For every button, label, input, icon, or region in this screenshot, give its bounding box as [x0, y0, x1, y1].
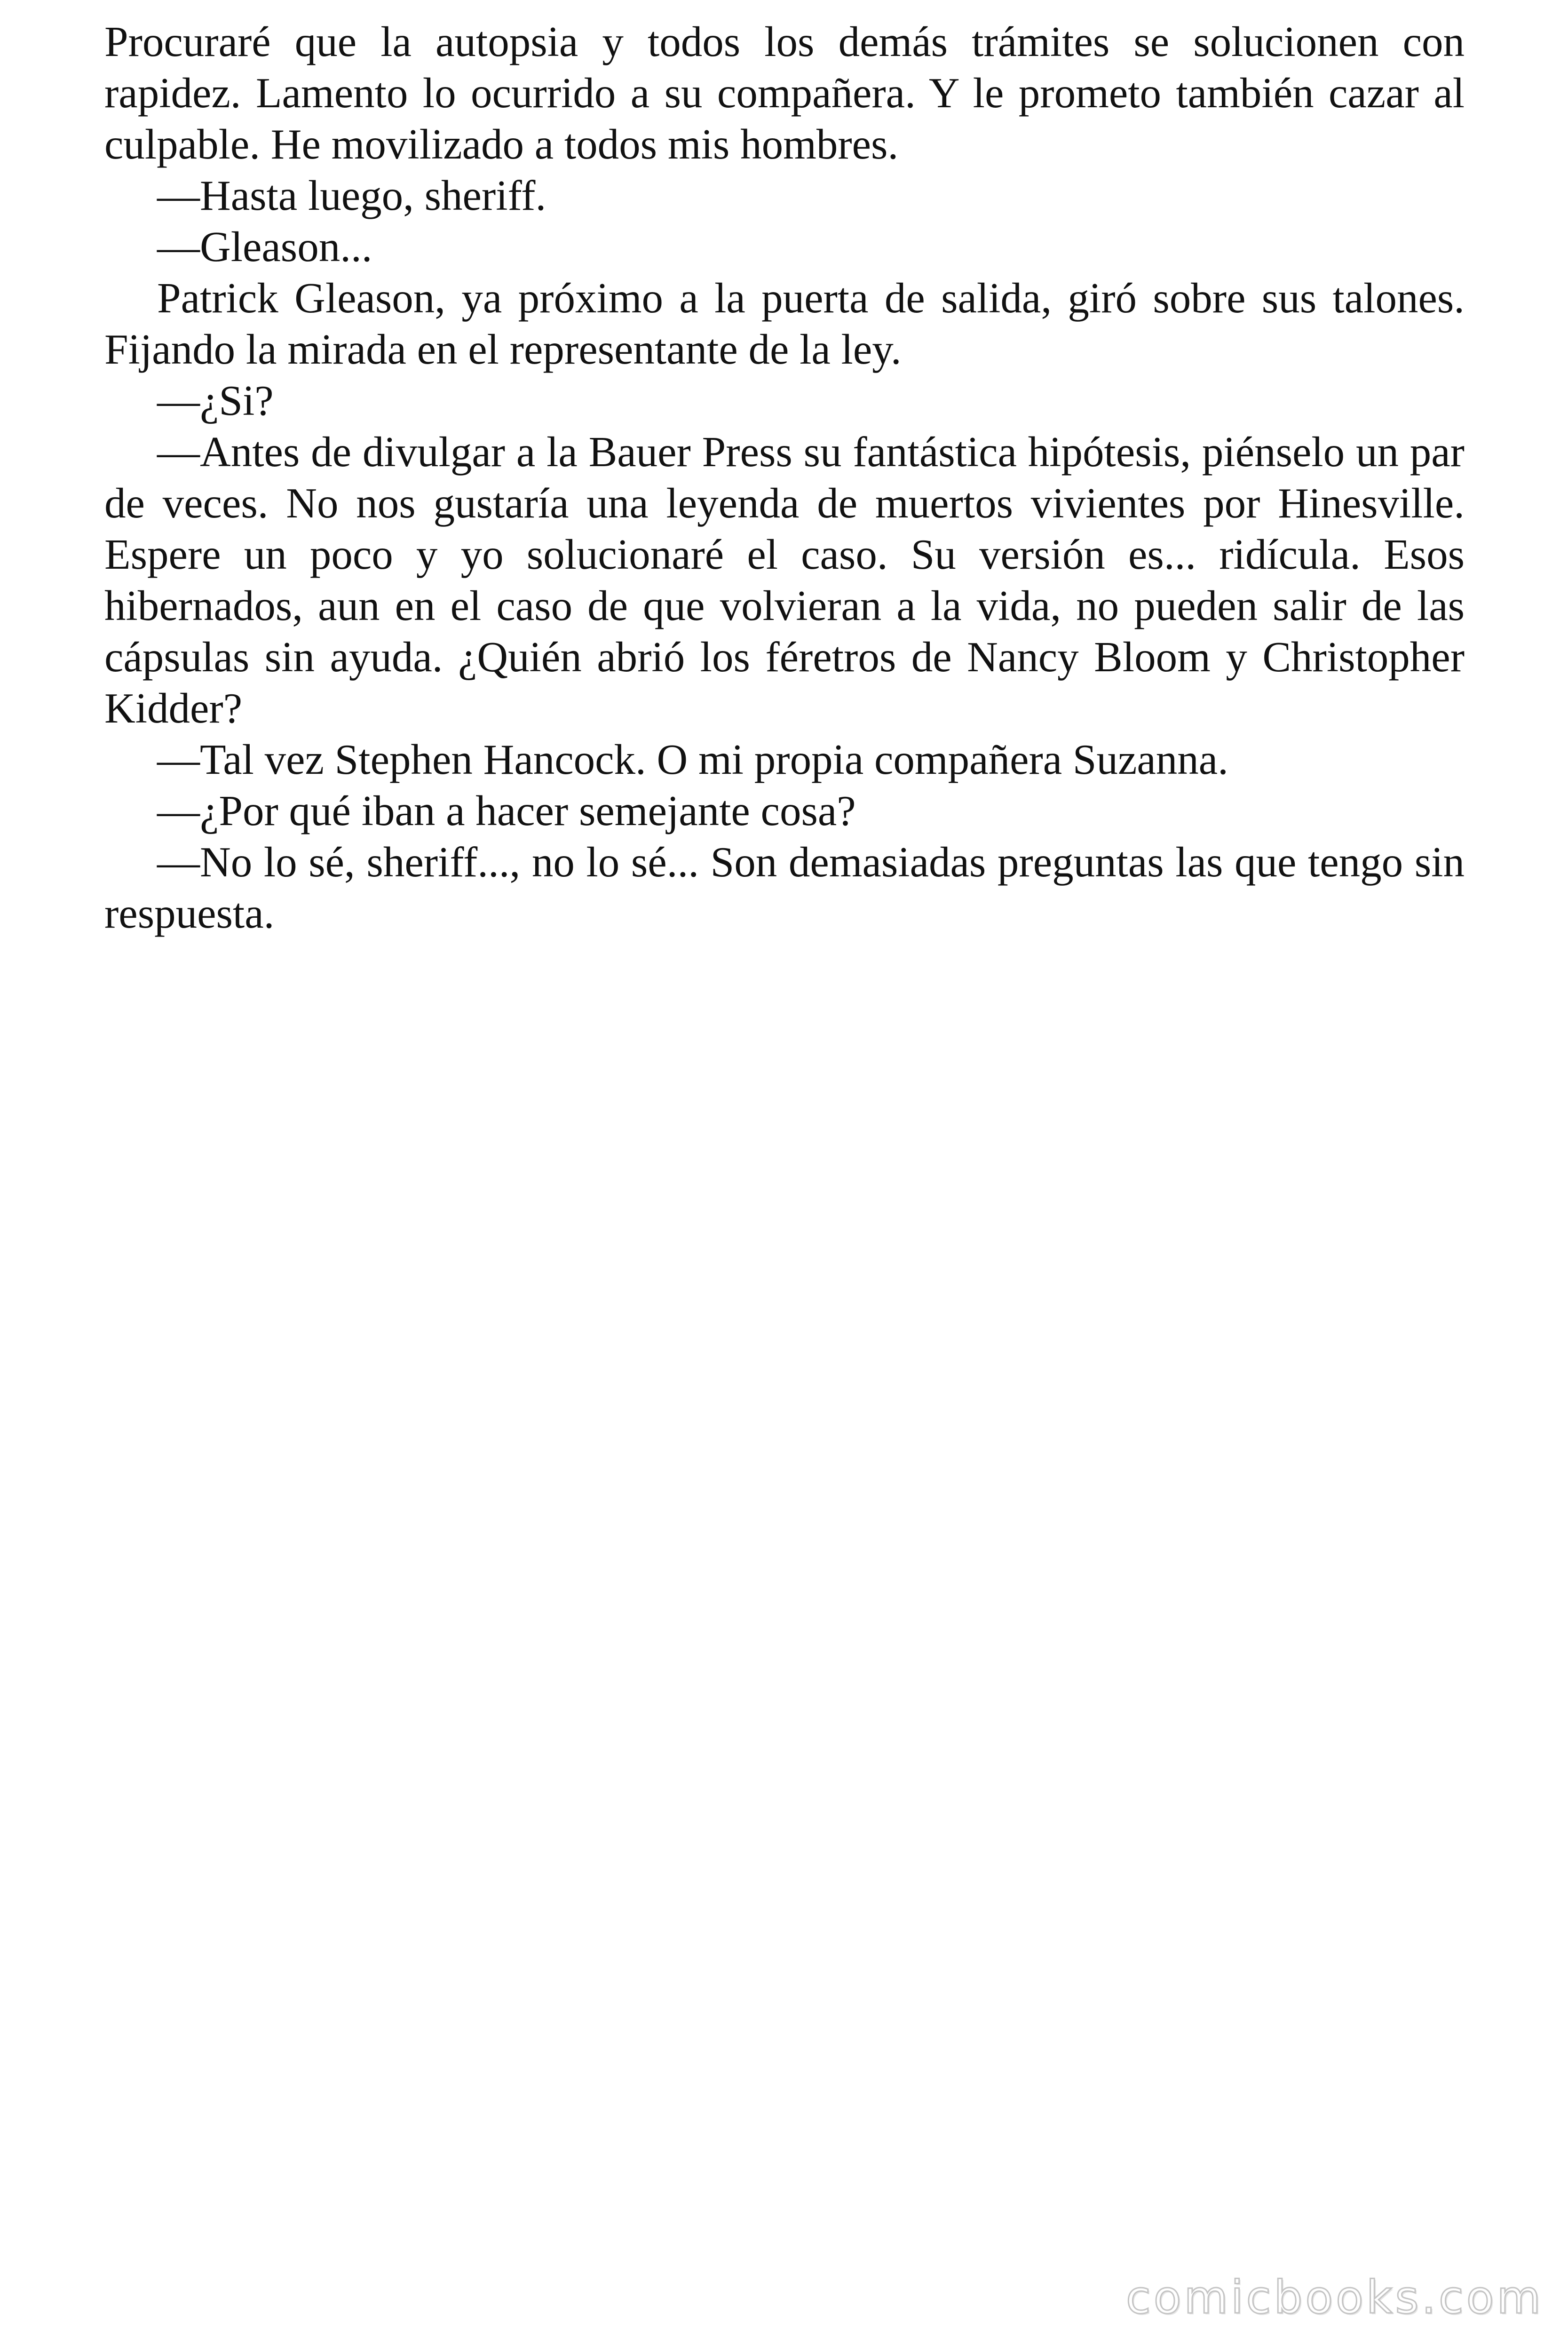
paragraph: —Hasta luego, sheriff. — [157, 172, 546, 219]
paragraph: Procuraré que la autopsia y todos los demás trámites se solucionen con rapidez. Lamento lo ocurrido a su compañera. Y le prometo también cazar al culpable. He movilizado a todos mis hombres. — [104, 18, 1465, 168]
paragraph: —¿Por qué iban a hacer semejante cosa? — [157, 787, 856, 834]
watermark: comicbooks.com — [1125, 2271, 1544, 2324]
paragraph: —¿Si? — [157, 377, 274, 424]
paragraph: Patrick Gleason, ya próximo a la puerta de salida, giró sobre sus talones. Fijando la mirada en el representante de la ley. — [104, 274, 1465, 373]
paragraph: —Gleason... — [157, 223, 372, 270]
paragraph: —Tal vez Stephen Hancock. O mi propia compañera Suzanna. — [157, 736, 1228, 783]
body-text — [104, 16, 1465, 939]
paragraph: —No lo sé, sheriff..., no lo sé... Son demasiadas preguntas las que tengo sin respuesta. — [104, 838, 1465, 937]
paragraph: —Antes de divulgar a la Bauer Press su fantástica hipótesis, piénselo un par de veces. No nos gustaría una leyenda de muertos vivientes por Hinesville. Espere un poco y yo solucionaré el caso. Su versión es... ridícula. Esos hibernados, aun en el caso de que volvieran a la vida, no pueden salir de las cápsulas sin ayuda. ¿Quién abrió los féretros de Nancy Bloom y Christopher Kidder? — [104, 428, 1465, 732]
